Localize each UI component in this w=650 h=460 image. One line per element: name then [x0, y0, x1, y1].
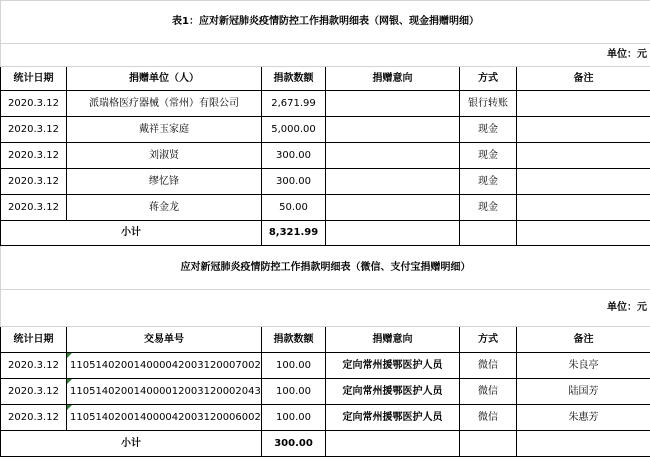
cell-intent[interactable]: [326, 169, 460, 195]
header-note: 备注: [517, 67, 650, 91]
cell-intent[interactable]: [326, 195, 460, 221]
table-row: [1, 143, 650, 169]
cell-intent[interactable]: [326, 91, 460, 117]
table1-header-row: [1, 67, 650, 91]
cell-method[interactable]: 现金: [460, 117, 517, 143]
header-intent: 捐赠意向: [326, 327, 460, 353]
cell-note[interactable]: [517, 195, 650, 221]
cell-amount[interactable]: 300.00: [262, 169, 326, 195]
header-method: 方式: [460, 67, 517, 91]
table2-header-row: [1, 327, 650, 353]
cell-amount[interactable]: 5,000.00: [262, 117, 326, 143]
table1-title: 表1：应对新冠肺炎疫情防控工作捐款明细表（网银、现金捐赠明细）: [1, 1, 650, 44]
cell-intent[interactable]: [326, 143, 460, 169]
cell-intent[interactable]: 定向常州援鄂医护人员: [326, 405, 460, 431]
cell-date[interactable]: 2020.3.12: [1, 117, 67, 143]
cell-intent[interactable]: 定向常州援鄂医护人员: [326, 379, 460, 405]
subtotal-empty[interactable]: [460, 221, 517, 246]
header-amount: 捐款数额: [262, 327, 326, 353]
cell-donor[interactable]: 刘淑贤: [67, 143, 262, 169]
header-txn: 交易单号: [67, 327, 262, 353]
cell-method[interactable]: 银行转账: [460, 91, 517, 117]
cell-amount[interactable]: 100.00: [262, 379, 326, 405]
table2-unit: 单位：元: [1, 290, 650, 327]
table-row: [1, 379, 650, 405]
cell-date[interactable]: 2020.3.12: [1, 143, 67, 169]
table2-title: 应对新冠肺炎疫情防控工作捐款明细表（微信、支付宝捐赠明细）: [1, 246, 650, 290]
table1-subtotal-row: [1, 221, 650, 246]
cell-method[interactable]: 微信: [460, 405, 517, 431]
header-method: 方式: [460, 327, 517, 353]
cell-method[interactable]: 微信: [460, 379, 517, 405]
table2-subtotal-row: [1, 431, 650, 457]
header-date: 统计日期: [1, 327, 67, 353]
subtotal-empty[interactable]: [326, 431, 460, 457]
cell-amount[interactable]: 2,671.99: [262, 91, 326, 117]
cell-note[interactable]: 朱惠芳: [517, 405, 650, 431]
cell-date[interactable]: 2020.3.12: [1, 91, 67, 117]
table-row: [1, 353, 650, 379]
cell-txn[interactable]: 110514020014000042003120007002: [67, 353, 262, 379]
cell-txn[interactable]: 110514020014000042003120006002: [67, 405, 262, 431]
cell-method[interactable]: 现金: [460, 195, 517, 221]
header-note: 备注: [517, 327, 650, 353]
cell-donor[interactable]: 缪忆锋: [67, 169, 262, 195]
cell-intent[interactable]: 定向常州援鄂医护人员: [326, 353, 460, 379]
cell-method[interactable]: 现金: [460, 143, 517, 169]
table-row: [1, 405, 650, 431]
subtotal-empty[interactable]: [517, 221, 650, 246]
cell-note[interactable]: [517, 117, 650, 143]
cell-note[interactable]: 朱良亭: [517, 353, 650, 379]
subtotal-amount: 300.00: [262, 431, 326, 457]
table-row: [1, 169, 650, 195]
subtotal-label: 小计: [1, 431, 262, 457]
cell-amount[interactable]: 50.00: [262, 195, 326, 221]
header-donor: 捐赠单位（人）: [67, 67, 262, 91]
cell-txn[interactable]: 110514020014000012003120002043: [67, 379, 262, 405]
header-date: 统计日期: [1, 67, 67, 91]
cell-method[interactable]: 现金: [460, 169, 517, 195]
subtotal-empty[interactable]: [517, 431, 650, 457]
cell-intent[interactable]: [326, 117, 460, 143]
table-row: [1, 117, 650, 143]
cell-amount[interactable]: 100.00: [262, 353, 326, 379]
subtotal-empty[interactable]: [460, 431, 517, 457]
cell-date[interactable]: 2020.3.12: [1, 405, 67, 431]
header-amount: 捐款数额: [262, 67, 326, 91]
cell-date[interactable]: 2020.3.12: [1, 379, 67, 405]
subtotal-label: 小计: [1, 221, 262, 246]
cell-note[interactable]: [517, 169, 650, 195]
cell-note[interactable]: 陆国芳: [517, 379, 650, 405]
cell-note[interactable]: [517, 143, 650, 169]
cell-date[interactable]: 2020.3.12: [1, 169, 67, 195]
table-row: [1, 195, 650, 221]
cell-donor[interactable]: 戴祥玉家庭: [67, 117, 262, 143]
cell-date[interactable]: 2020.3.12: [1, 195, 67, 221]
cell-date[interactable]: 2020.3.12: [1, 353, 67, 379]
subtotal-empty[interactable]: [326, 221, 460, 246]
cell-note[interactable]: [517, 91, 650, 117]
subtotal-amount: 8,321.99: [262, 221, 326, 246]
cell-donor[interactable]: 派瑞格医疗器械（常州）有限公司: [67, 91, 262, 117]
cell-method[interactable]: 微信: [460, 353, 517, 379]
cell-amount[interactable]: 300.00: [262, 143, 326, 169]
cell-amount[interactable]: 100.00: [262, 405, 326, 431]
cell-donor[interactable]: 蒋金龙: [67, 195, 262, 221]
table1-unit: 单位：元: [1, 44, 650, 67]
table-row: [1, 91, 650, 117]
header-intent: 捐赠意向: [326, 67, 460, 91]
